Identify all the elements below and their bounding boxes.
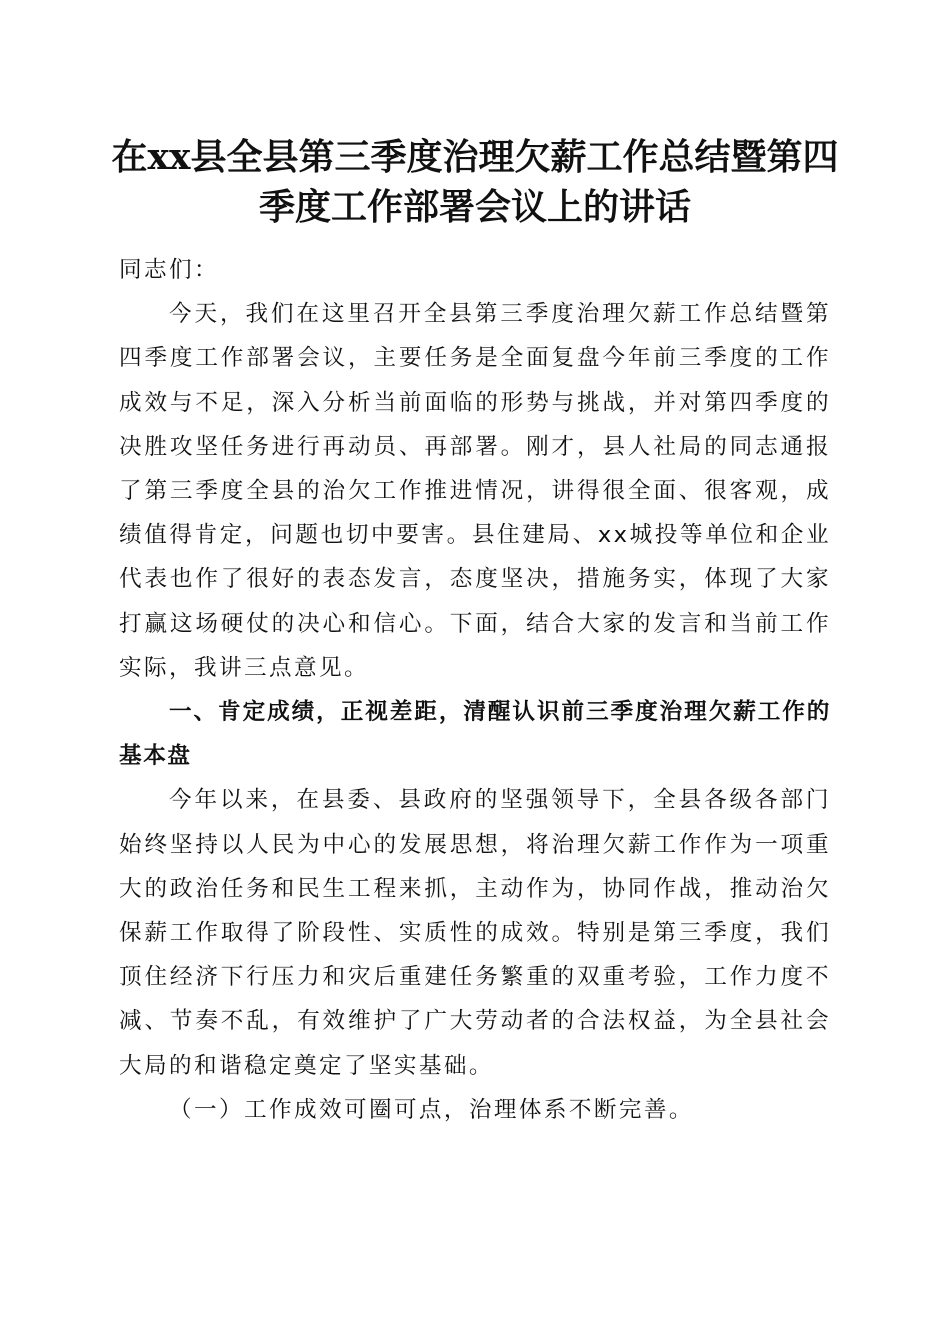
salutation: 同志们： bbox=[119, 257, 219, 283]
subsection-heading-1: （一）工作成效可圈可点，治理体系不断完善。 bbox=[169, 1096, 694, 1123]
section-1-paragraph: 今年以来，在县委、县政府的坚强领导下，全县各级各部门始终坚持以人民为中心的发展思想，将治理欠薪工作作为一项重大的政治任务和民生工程来抓，主动作为，协同作战，推动治欠保薪工作取得了阶段性、实质性的成效。特别是第三季度，我们顶住经济下行压力和灾后重建任务繁重的双重考验，工作力度不减、节奏不乱，有效维护了广大劳动者的合法权益，为全县社会大局的和谐稳定奠定了坚实基础。 bbox=[119, 787, 831, 1079]
opening-paragraph: 今天，我们在这里召开全县第三季度治理欠薪工作总结暨第四季度工作部署会议，主要任务是全面复盘今年前三季度的工作成效与不足，深入分析当前面临的形势与挑战，并对第四季度的决胜攻坚任务进行再动员、再部署。刚才，县人社局的同志通报了第三季度全县的治欠工作推进情况，讲得很全面、很客观，成绩值得肯定，问题也切中要害。县住建局、xx城投等单位和企业代表也作了很好的表态发言，态度坚决，措施务实，体现了大家打赢这场硬仗的决心和信心。下面，结合大家的发言和当前工作实际，我讲三点意见。 bbox=[119, 301, 831, 681]
document-body bbox=[119, 248, 831, 1132]
document-title: 在xx县全县第三季度治理欠薪工作总结暨第四季度工作部署会议上的讲话 bbox=[111, 136, 839, 228]
section-heading-1: 一、肯定成绩，正视差距，清醒认识前三季度治理欠薪工作的基本盘 bbox=[119, 699, 831, 770]
